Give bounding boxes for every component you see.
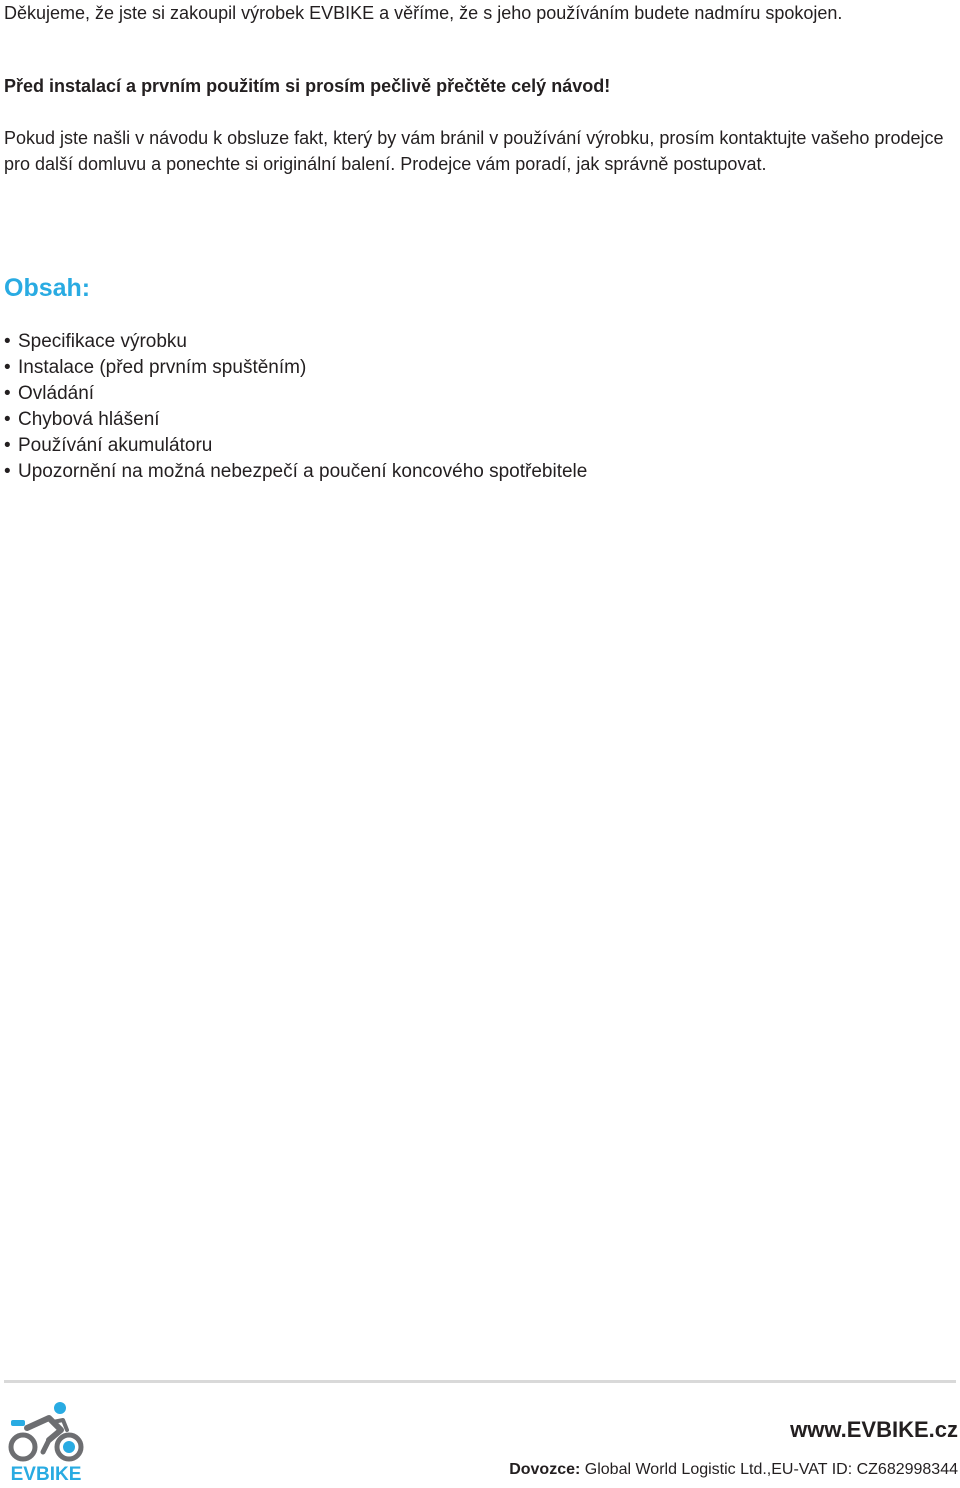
cyclist-icon [5,1400,87,1466]
toc-title: Obsah: [4,274,91,302]
toc-list [4,329,587,485]
toc-item: • Instalace (před prvním spuštěním) [4,355,587,381]
footer-divider [4,1380,956,1383]
toc-item: • Specifikace výrobku [4,329,587,355]
importer-value: Global World Logistic Ltd.,EU-VAT ID: CZ682998344 [584,1461,958,1478]
toc-item: • Používání akumulátoru [4,433,587,459]
toc-item: • Upozornění na možná nebezpečí a poučení koncového spotřebitele [4,459,587,485]
importer-label: Dovozce: [509,1461,581,1478]
website-link[interactable]: www.EVBIKE.cz [790,1417,958,1442]
evbike-logo [5,1400,87,1488]
toc-item: • Ovládání [4,381,587,407]
intro-warning: Před instalací a prvním použitím si prosím pečlivě přečtěte celý návod! [4,76,611,96]
logo-text: EVBIKE [10,1464,82,1485]
intro-thanks: Děkujeme, že jste si zakoupil výrobek EVBIKE a věříme, že s jeho používáním budete nadmíru spokojen. [4,3,843,23]
toc-item: • Chybová hlášení [4,407,587,433]
intro-contact: Pokud jste našli v návodu k obsluze fakt, který by vám bránil v používání výrobku, prosím kontaktujte vašeho prodejce pro další domluvu a ponechte si originální balení. Prodejce vám poradí, jak správně postupovat. [4,128,944,174]
importer-info [509,1459,958,1481]
